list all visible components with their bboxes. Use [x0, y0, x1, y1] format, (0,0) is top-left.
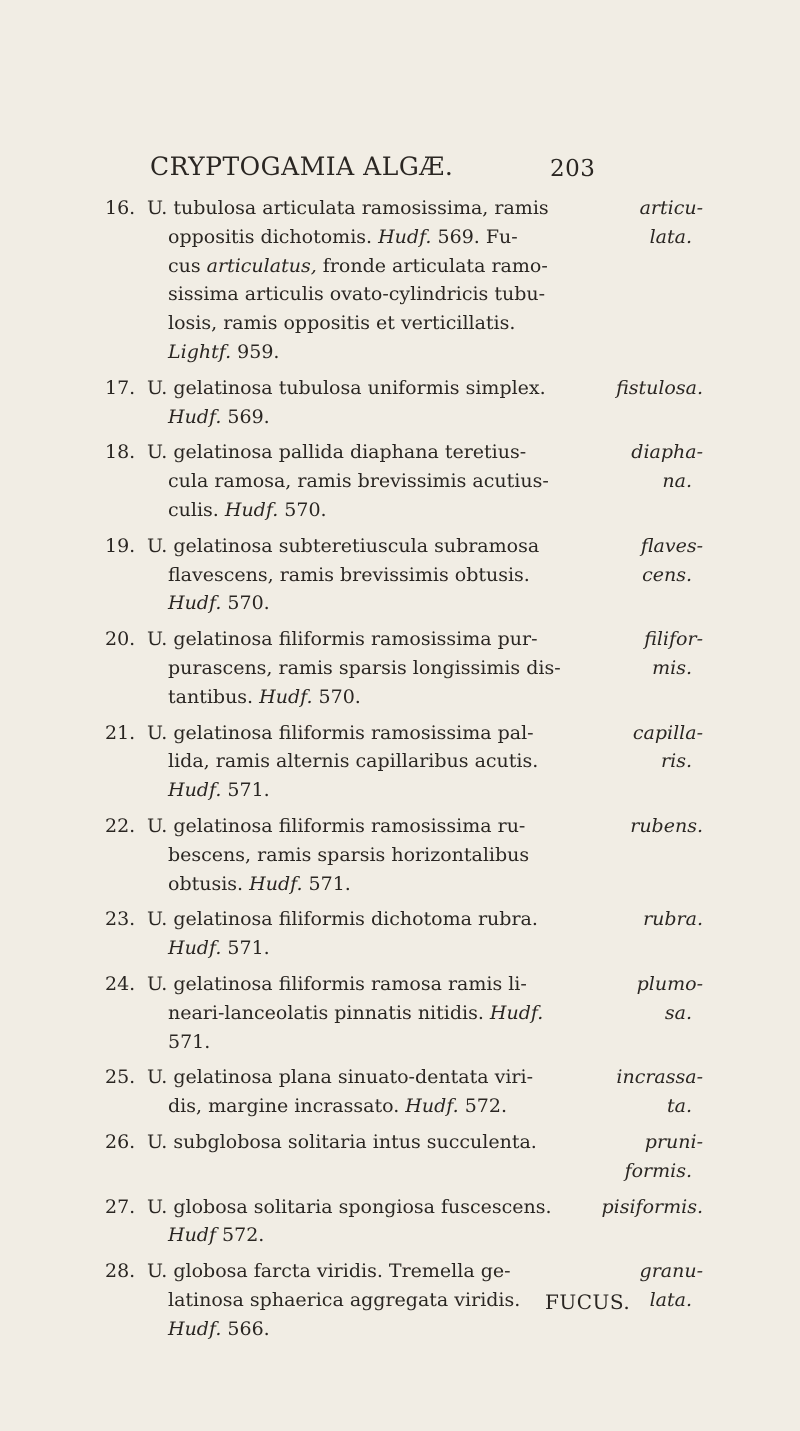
entry-line: bescens, ramis sparsis horizontalibus: [168, 843, 530, 866]
entry-number: 22.: [105, 815, 136, 837]
trivial-name: mis.: [652, 656, 692, 679]
header-title: CRYPTOGAMIA ALGÆ.: [150, 152, 454, 181]
entry-line: flavescens, ramis brevissimis obtusis.: [168, 563, 530, 586]
trivial-name: cens.: [642, 563, 692, 586]
entry-number: 19.: [105, 534, 136, 557]
trivial-name: plumo-: [636, 973, 703, 995]
entry-line: culis. Hudf. 570.: [168, 498, 327, 521]
entry-line: oppositis dichotomis. Hudf. 569. Fu-: [168, 225, 518, 248]
trivial-name: articu-: [639, 197, 703, 219]
entry-line: U. gelatinosa filiformis ramosissima pur-: [147, 628, 538, 651]
catchword: FUCUS.: [545, 1290, 631, 1314]
entry-line: U. subglobosa solitaria intus succulenta.: [147, 1131, 537, 1153]
entry-line: Lightf. 959.: [168, 341, 280, 363]
trivial-name: ris.: [661, 750, 692, 773]
trivial-name: capilla-: [632, 721, 703, 744]
entry-number: 16.: [105, 197, 136, 219]
entry-line: Hudf. 566.: [168, 1317, 270, 1340]
entry-line: U. globosa farcta viridis. Tremella ge-: [147, 1260, 511, 1283]
entry-line: tantibus. Hudf. 570.: [168, 685, 361, 708]
entry-number: 23.: [105, 908, 136, 931]
entry-number: 28.: [105, 1260, 136, 1283]
trivial-name: pisiformis.: [601, 1195, 703, 1218]
entry-number: 18.: [105, 441, 136, 464]
entry-line: U. gelatinosa subteretiuscula subramosa: [147, 534, 540, 557]
entry-line: cus articulatus, fronde articulata ramo-: [168, 254, 548, 277]
trivial-name: incrassa-: [616, 1066, 703, 1089]
entry-line: sissima articulis ovato-cylindricis tubu-: [168, 283, 546, 306]
entry-number: 25.: [105, 1066, 136, 1089]
entry-line: U. gelatinosa filiformis dichotoma rubra.: [147, 908, 538, 931]
entry-number: 26.: [105, 1131, 136, 1153]
trivial-name: ta.: [666, 1095, 692, 1118]
entry-line: Hudf. 570.: [168, 592, 270, 615]
entry-line: Hudf. 571.: [168, 937, 270, 960]
entry-number: 21.: [105, 721, 136, 744]
entry-line: U. gelatinosa filiformis ramosissima ru-: [147, 815, 526, 837]
entry-line: purascens, ramis sparsis longissimis dis-: [168, 656, 561, 679]
entry-number: 27.: [105, 1195, 136, 1218]
entry-line: U. gelatinosa pallida diaphana teretius-: [147, 441, 527, 464]
entry-line: cula ramosa, ramis brevissimis acutius-: [168, 470, 549, 493]
trivial-name: rubens.: [630, 815, 703, 837]
entry-number: 24.: [105, 973, 136, 995]
entry-line: latinosa sphaerica aggregata viridis.: [168, 1288, 521, 1311]
trivial-name: diapha-: [631, 441, 703, 464]
entry-line: U. gelatinosa plana sinuato-dentata viri-: [147, 1066, 533, 1089]
trivial-name: lata.: [649, 1288, 692, 1311]
trivial-name: na.: [662, 470, 692, 493]
trivial-name: sa.: [664, 1001, 692, 1024]
entry-number: 20.: [105, 628, 136, 651]
entry-line: U. gelatinosa tubulosa uniformis simplex.: [147, 376, 546, 399]
entry-number: 17.: [105, 376, 136, 399]
trivial-name: filifor-: [644, 628, 703, 651]
entry-line: dis, margine incrassato. Hudf. 572.: [168, 1095, 507, 1118]
trivial-name: granu-: [639, 1260, 703, 1283]
trivial-name: rubra.: [643, 908, 703, 931]
entry-line: U. gelatinosa filiformis ramosa ramis li-: [147, 973, 527, 995]
entry-line: U. gelatinosa filiformis ramosissima pal-: [147, 721, 534, 744]
entry-line: obtusis. Hudf. 571.: [168, 872, 351, 895]
entry-line: 571.: [168, 1030, 211, 1053]
trivial-name: formis.: [624, 1159, 692, 1182]
entry-line: Hudf. 571.: [168, 779, 270, 802]
trivial-name: flaves-: [640, 534, 703, 557]
entry-line: Hudf. 569.: [168, 405, 270, 428]
trivial-name: fistulosa.: [616, 376, 703, 399]
trivial-name: pruni-: [644, 1131, 703, 1153]
entry-line: U. tubulosa articulata ramosissima, ramis: [147, 197, 549, 219]
page-number: 203: [550, 156, 596, 182]
trivial-name: lata.: [649, 225, 692, 248]
entry-line: U. globosa solitaria spongiosa fuscescens.: [147, 1195, 552, 1218]
entry-line: Hudf 572.: [168, 1224, 265, 1247]
entry-line: neari-lanceolatis pinnatis nitidis. Hudf.: [168, 1001, 544, 1024]
running-header: [150, 152, 650, 181]
entry-line: losis, ramis oppositis et verticillatis.: [168, 312, 516, 335]
entry-line: lida, ramis alternis capillaribus acutis.: [168, 750, 539, 773]
